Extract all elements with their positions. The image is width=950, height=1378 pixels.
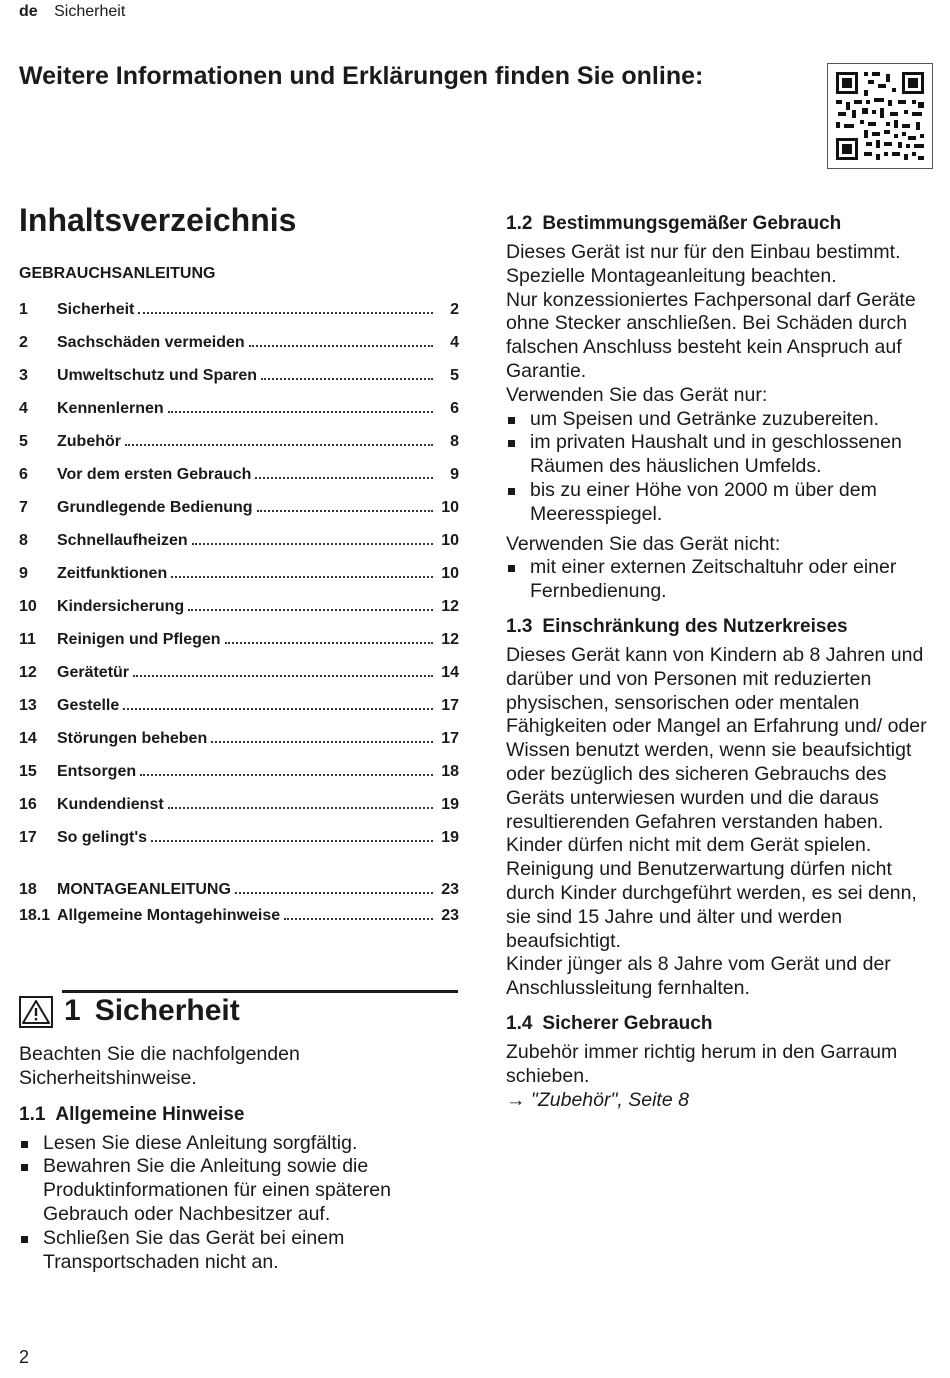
toc-entry-label: Gestelle <box>57 697 120 714</box>
subsection-title: Sicherer Gebrauch <box>542 1012 713 1034</box>
subsection-heading <box>19 1104 459 1126</box>
toc-entry-number: 10 <box>19 598 37 615</box>
toc-entry-montage[interactable] <box>19 881 459 903</box>
toc-entry-label: Umweltschutz und Sparen <box>57 367 258 384</box>
language-code: de <box>19 3 38 20</box>
toc-entry[interactable] <box>19 466 459 488</box>
section-divider <box>62 990 458 993</box>
toc-entry-page: 23 <box>441 907 459 924</box>
toc-entry-number: 4 <box>19 400 28 417</box>
toc-entry-page: 19 <box>441 829 459 846</box>
toc-entry-number: 15 <box>19 763 37 780</box>
toc-entry-label: Entsorgen <box>57 763 137 780</box>
list-item: Lesen Sie diese Anleitung sorgfältig. <box>19 1132 449 1156</box>
toc-entry-label: Vor dem ersten Gebrauch <box>57 466 252 483</box>
subsection-heading <box>506 616 942 638</box>
toc-entry-page: 2 <box>450 301 459 318</box>
subsection-number: 1.4 <box>506 1012 533 1034</box>
qr-code[interactable] <box>827 63 933 169</box>
toc-entry[interactable] <box>19 565 459 587</box>
toc-entry[interactable] <box>19 631 459 653</box>
toc-entry-number: 2 <box>19 334 28 351</box>
right-column <box>506 213 942 1112</box>
toc-entry-label: Grundlegende Bedienung <box>57 499 253 516</box>
toc-entry[interactable] <box>19 697 459 719</box>
toc-entry[interactable] <box>19 301 459 323</box>
toc-entry-page: 10 <box>441 565 459 582</box>
toc-entry-page: 4 <box>450 334 459 351</box>
header-section: Sicherheit <box>54 3 126 20</box>
toc-entry-label: Schnellaufheizen <box>57 532 188 549</box>
toc-entry[interactable] <box>19 796 459 818</box>
toc-entry-number: 18.1 <box>19 907 51 924</box>
toc-entry-number: 16 <box>19 796 37 813</box>
paragraph: Verwenden Sie das Gerät nur: <box>506 383 768 406</box>
list-item: im privaten Haushalt und in geschlossenen Räumen des häuslichen Umfelds. <box>506 431 942 479</box>
paragraph: Zubehör immer richtig herum in den Garraum schieben. <box>506 1040 898 1087</box>
subsection-number: 1.2 <box>506 213 533 234</box>
paragraph: Verwenden Sie das Gerät nicht: <box>506 532 781 555</box>
toc-entry-page: 14 <box>441 664 459 681</box>
toc-entry-page: 8 <box>450 433 459 450</box>
paragraph: Reinigung und Benutzerwartung dürfen nicht durch Kinder durchgeführt werden, es sei denn, sie sind 15 Jahre und älter und werden beaufsichtigt. <box>506 858 917 952</box>
section-number: 1 <box>64 994 81 1027</box>
toc-entry-label: MONTAGEANLEITUNG <box>57 881 231 898</box>
prohibited-use-list <box>506 556 942 604</box>
page-number: 2 <box>19 1347 30 1367</box>
toc-entry-page: 5 <box>450 367 459 384</box>
toc-entry-page: 17 <box>441 697 459 714</box>
paragraph: Dieses Gerät ist nur für den Einbau bestimmt. Spezielle Montageanleitung beachten. <box>506 241 901 287</box>
toc-entry[interactable] <box>19 499 459 521</box>
toc-entry-page: 9 <box>450 466 459 483</box>
toc-entry[interactable] <box>19 433 459 455</box>
toc-entry-number: 1 <box>19 301 28 318</box>
toc-entry-page: 10 <box>441 499 459 516</box>
list-item: bis zu einer Höhe von 2000 m über dem Meeresspiegel. <box>506 479 942 527</box>
toc-entry-number: 11 <box>19 631 36 648</box>
cross-reference-link[interactable]: → "Zubehör", Seite 8 <box>506 1088 689 1111</box>
list-item: mit einer externen Zeitschaltuhr oder einer Fernbedienung. <box>506 556 942 604</box>
toc-entry-number: 5 <box>19 433 28 450</box>
toc-entry-label: Kundendienst <box>57 796 164 813</box>
subsection-heading <box>506 213 942 235</box>
running-header <box>19 3 125 21</box>
toc-entry-number: 3 <box>19 367 28 384</box>
section-heading <box>19 994 240 1028</box>
toc-entry-number: 17 <box>19 829 37 846</box>
toc-entry-number: 14 <box>19 730 37 747</box>
paragraph: Dieses Gerät kann von Kindern ab 8 Jahren und darüber und von Personen mit reduzierten physischen, sensorischen oder mentalen Fähigkeiten oder Mangel an Erfahrung und/ oder Wissen benutzt werden, wenn sie beaufsichtigt oder bezüglich des sicheren Gebrauchs des Geräts unterwiesen wurden und die daraus resultierenden Gefahren verstanden haben. <box>506 643 927 833</box>
toc-entry[interactable] <box>19 532 459 554</box>
toc-entry[interactable] <box>19 334 459 356</box>
toc-entry-page: 10 <box>441 532 459 549</box>
list-item: Schließen Sie das Gerät bei einem Transportschaden nicht an. <box>19 1227 449 1275</box>
toc-entry-number: 8 <box>19 532 28 549</box>
list-item: um Speisen und Getränke zuzubereiten. <box>506 408 942 432</box>
toc-entry-page: 12 <box>441 598 459 615</box>
toc-entry[interactable] <box>19 829 459 851</box>
toc-entry-label: Zubehör <box>57 433 121 450</box>
toc-entry[interactable] <box>19 664 459 686</box>
toc-subtitle: GEBRAUCHSANLEITUNG <box>19 265 216 282</box>
subsection-title: Einschränkung des Nutzerkreises <box>542 615 848 637</box>
toc-entry-label: Reinigen und Pflegen <box>57 631 221 648</box>
toc-entry[interactable] <box>19 400 459 422</box>
toc-entry-page: 18 <box>441 763 459 780</box>
toc-entry-label: Zeitfunktionen <box>57 565 168 582</box>
toc-entry[interactable] <box>19 730 459 752</box>
toc-entry[interactable] <box>19 367 459 389</box>
toc-entry-number: 6 <box>19 466 28 483</box>
toc-entry-number: 13 <box>19 697 37 714</box>
section-1-content <box>19 1043 459 1274</box>
subsection-title: Bestimmungsgemäßer Gebrauch <box>542 213 842 234</box>
paragraph: Kinder jünger als 8 Jahre vom Gerät und der Anschlussleitung fernhalten. <box>506 953 891 1000</box>
toc-entry-label: Gerätetür <box>57 664 130 681</box>
toc-entry-number: 7 <box>19 499 28 516</box>
paragraph: Nur konzessioniertes Fachpersonal darf Geräte ohne Stecker anschließen. Bei Schäden durch falschen Anschluss besteht kein Anspruch auf Garantie. <box>506 288 916 382</box>
toc-entry-label: Störungen beheben <box>57 730 208 747</box>
toc-entry-page: 19 <box>441 796 459 813</box>
toc-entry-label: Sicherheit <box>57 301 135 318</box>
toc-entry-number: 18 <box>19 881 37 898</box>
subsection-heading <box>506 1013 942 1035</box>
online-info-heading: Weitere Informationen und Erklärungen finden Sie online: <box>19 62 704 90</box>
paragraph: Kinder dürfen nicht mit dem Gerät spielen. <box>506 834 872 857</box>
toc-entry-page: 12 <box>441 631 459 648</box>
toc-entry-label: Kindersicherung <box>57 598 185 615</box>
toc-entry-page: 23 <box>441 881 459 898</box>
section-title: Sicherheit <box>94 994 240 1027</box>
toc-entry-page: 17 <box>441 730 459 747</box>
toc-entry-number: 12 <box>19 664 37 681</box>
subsection-number: 1.1 <box>19 1103 46 1125</box>
toc-entry-label: So gelingt's <box>57 829 148 846</box>
toc-entry-page: 6 <box>450 400 459 417</box>
subsection-title: Allgemeine Hinweise <box>55 1103 245 1125</box>
list-item: Bewahren Sie die Anleitung sowie die Produktinformationen für einen späteren Gebrauch oder Nachbesitzer auf. <box>19 1155 449 1226</box>
toc-entry[interactable] <box>19 763 459 785</box>
subsection-number: 1.3 <box>506 615 533 637</box>
toc-entry-label: Kennenlernen <box>57 400 164 417</box>
toc-entry-number: 9 <box>19 565 28 582</box>
toc-title: Inhaltsverzeichnis <box>19 202 297 238</box>
toc-entry[interactable] <box>19 598 459 620</box>
intended-use-list <box>506 408 942 527</box>
section-intro: Beachten Sie die nachfolgenden Sicherheitshinweise. <box>19 1043 300 1089</box>
toc-entry-montage-sub[interactable] <box>19 907 459 929</box>
toc-entry-label: Allgemeine Montagehinweise <box>57 907 281 924</box>
toc-entry-label: Sachschäden vermeiden <box>57 334 245 351</box>
general-notes-list <box>19 1132 449 1275</box>
